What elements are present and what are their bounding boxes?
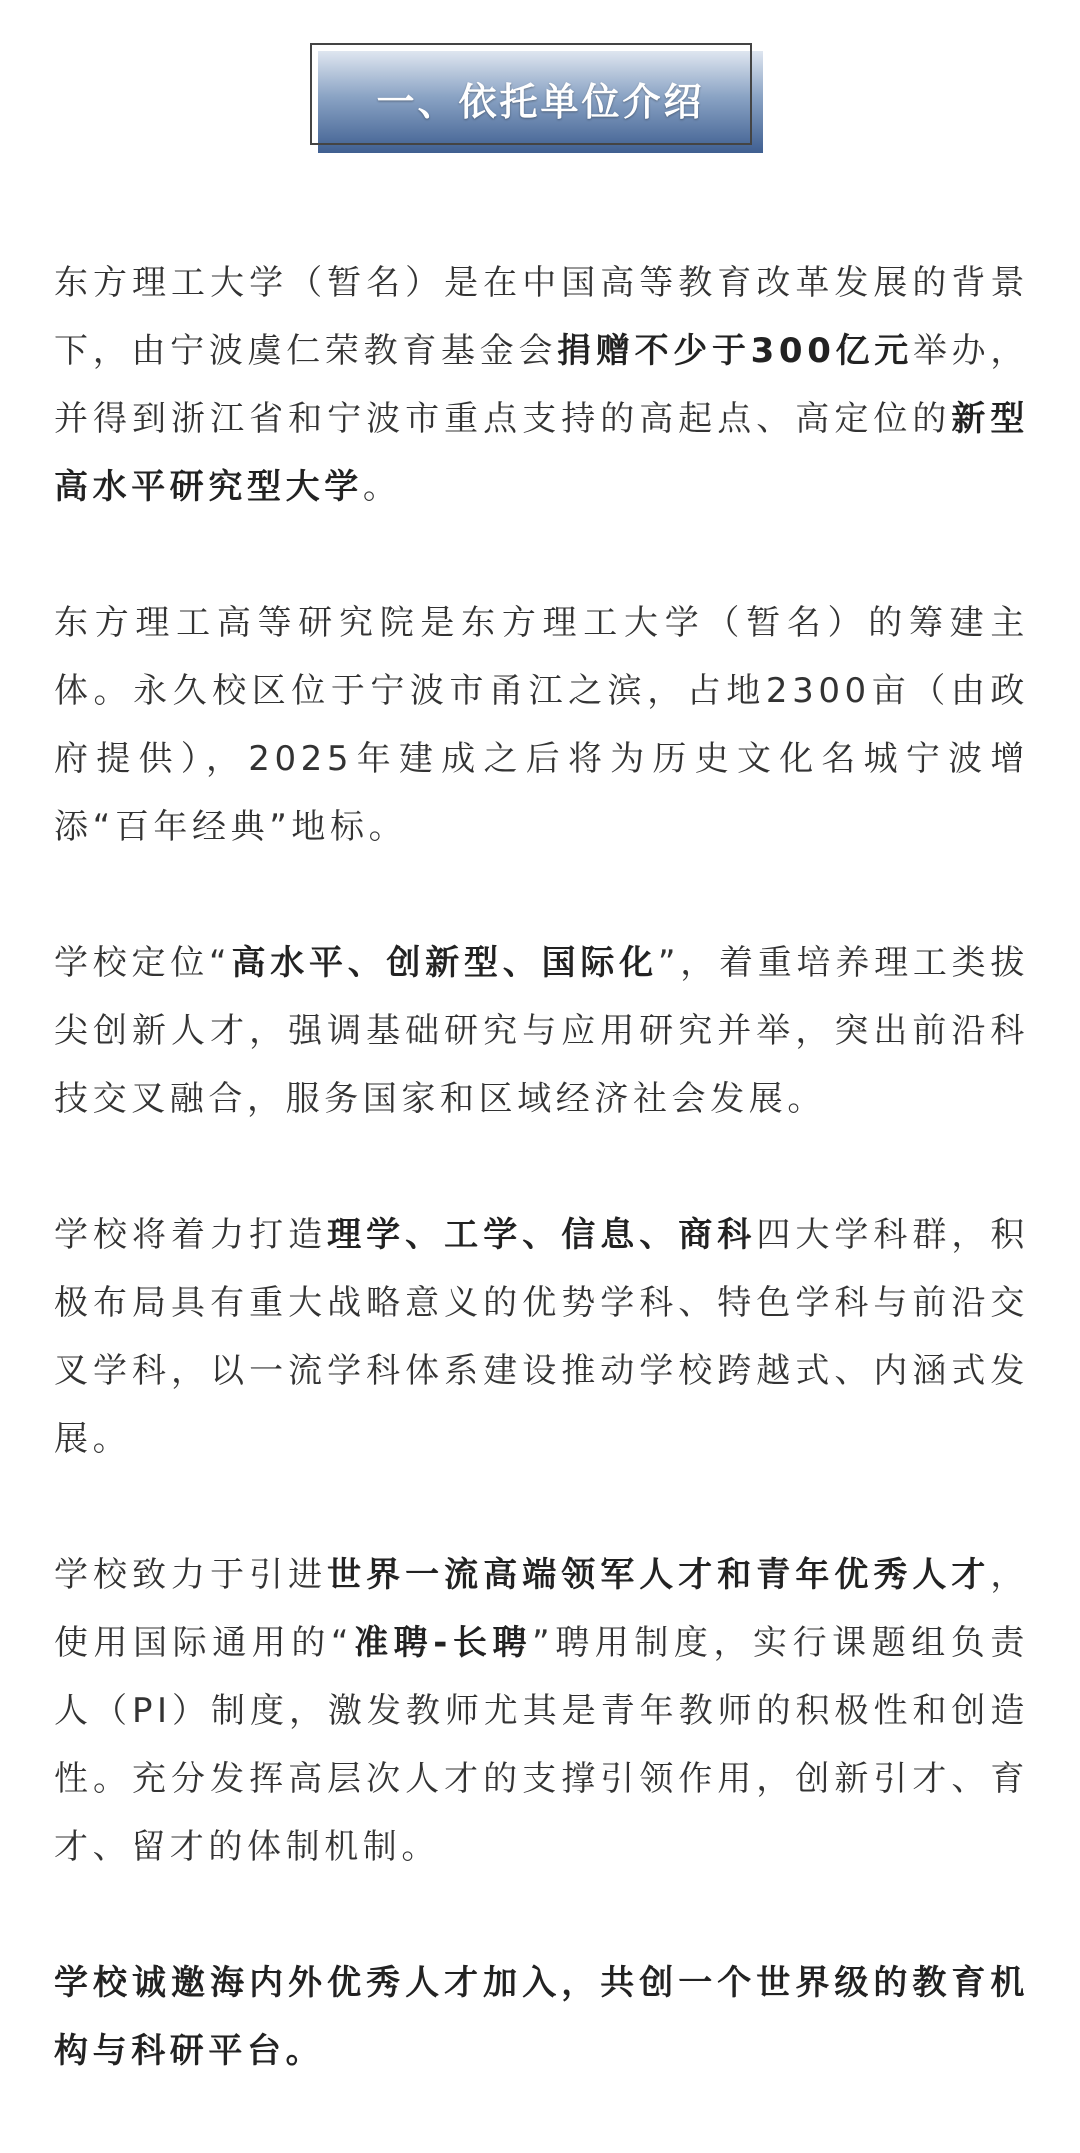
text: 东方理工高等研究院是东方理工大学（暂名）的筹建主体。永久校区位于宁波市甬江之滨，占地2300亩（由政府提供），2025年建成之后将为历史文化名城宁波增添“百年经典”地标。 xyxy=(54,603,1029,847)
text: 。 xyxy=(362,467,402,507)
paragraph-founding xyxy=(54,249,1029,521)
text: 四大学科群，积极布局具有重大战略意义的优势学科、特色学科与前沿交叉学科，以一流学科体系建设推动学校跨越式、内涵式发展。 xyxy=(54,1215,1030,1459)
paragraph-invitation xyxy=(54,1949,1029,2085)
section-title: 一、依托单位介绍 xyxy=(376,79,705,124)
bold-text: 准聘-长聘 xyxy=(353,1623,533,1663)
bold-text: 理学、工学、信息、商科 xyxy=(327,1215,757,1255)
text: 学校致力于引进 xyxy=(54,1555,328,1595)
text: 举办，并得到浙江省和宁波市重点支持的高起点、高定位的 xyxy=(54,331,1029,439)
article-body xyxy=(54,249,1029,2153)
text: ”，着重培养理工类拔尖创新人才，强调基础研究与应用研究并举，突出前沿科技交叉融合，服务国家和区域经济社会发展。 xyxy=(54,943,1029,1119)
section-header xyxy=(310,43,760,153)
bold-text: 世界一流高端领军人才和青年优秀人才 xyxy=(327,1555,991,1595)
bold-text: 捐赠不少于300亿元 xyxy=(557,331,913,371)
text: 东方理工大学（暂名）是在中国高等教育改革发展的背景下，由宁波虞仁荣教育基金会 xyxy=(54,263,1029,371)
text: ，使用国际通用的“ xyxy=(54,1555,1030,1663)
paragraph-talent xyxy=(54,1541,1029,1881)
text: 学校将着力打造 xyxy=(54,1215,328,1255)
text: 学校诚邀海内外优秀人才加入，共创一个世界级的教育机构与科研平台。 xyxy=(54,1963,1029,2071)
paragraph-positioning xyxy=(54,929,1029,1133)
bold-text: 新型高水平研究型大学 xyxy=(54,399,1029,507)
bold-text: 高水平、创新型、国际化 xyxy=(231,943,658,983)
text: ”聘用制度，实行课题组负责人（PI）制度，激发教师尤其是青年教师的积极性和创造性。充分发挥高层次人才的支撑引领作用，创新引才、育才、留才的体制机制。 xyxy=(54,1623,1029,1867)
paragraph-disciplines xyxy=(54,1201,1029,1473)
paragraph-campus xyxy=(54,589,1029,861)
text: 学校定位“ xyxy=(54,943,232,983)
